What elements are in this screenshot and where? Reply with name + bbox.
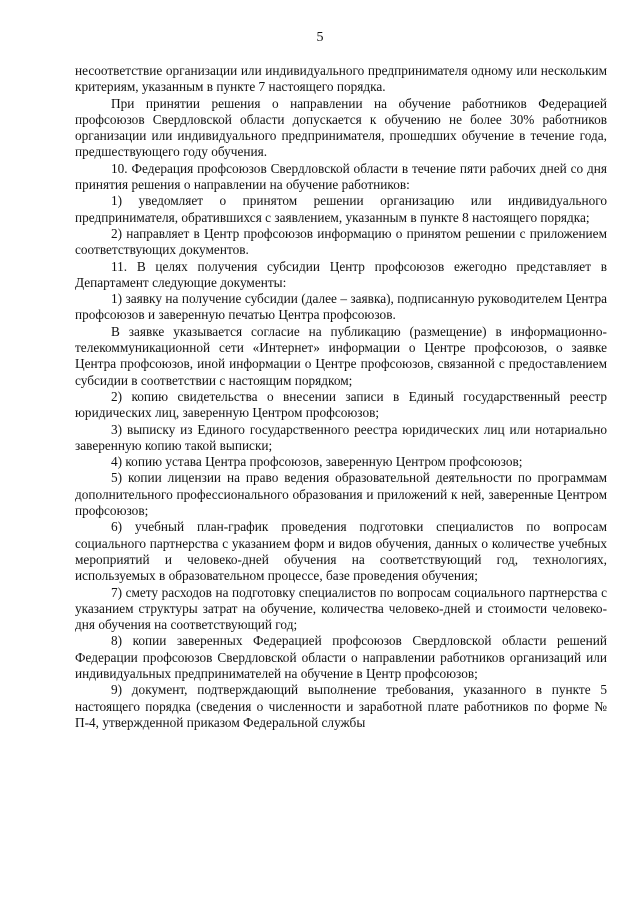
paragraph: В заявке указывается согласие на публикацию (размещение) в информационно-телекоммуникационной сети «Интернет» информации о Центре профсоюзов, о заявке Центра профсоюзов, иной информации о Центре профсоюзов, связанной с предоставлением субсидии в соответствии с настоящим порядком; (75, 323, 607, 388)
paragraph: 6) учебный план-график проведения подготовки специалистов по вопросам социального партнерства с указанием форм и видов обучения, данных о количестве учебных мероприятий и человеко-дней обучения на соответствующий год, технологиях, используемых в образовательном процессе, базе проведения обучения; (75, 519, 607, 584)
paragraph: 7) смету расходов на подготовку специалистов по вопросам социального партнерства с указанием структуры затрат на обучение, количества человеко-дней и стоимости человеко-дня обучения на соответствующий год; (75, 584, 607, 633)
paragraph: 4) копию устава Центра профсоюзов, заверенную Центром профсоюзов; (111, 454, 523, 470)
paragraph: 5) копии лицензии на право ведения образовательной деятельности по программам дополнительного профессионального образования и приложений к ней, заверенные Центром профсоюзов; (75, 470, 607, 519)
paragraph: 2) копию свидетельства о внесении записи в Единый государственный реестр юридических лиц, заверенную Центром профсоюзов; (75, 388, 607, 421)
paragraph: 8) копии заверенных Федерацией профсоюзов Свердловской области решений Федерации профсоюзов Свердловской области о направлении работников организаций или индивидуальных предпринимателей на обучение в Центр профсоюзов; (75, 633, 607, 681)
paragraph: 1) заявку на получение субсидии (далее – заявка), подписанную руководителем Центра профсоюзов и заверенную печатью Центра профсоюзов. (75, 291, 607, 323)
page-number: 5 (316, 30, 324, 45)
paragraph: 11. В целях получения субсидии Центр профсоюзов ежегодно представляет в Департамент следующие документы: (75, 258, 607, 290)
paragraph: 9) документ, подтверждающий выполнение требования, указанного в пункте 5 настоящего порядка (сведения о численности и заработной плате работников по форме № П-4, утвержденной приказом Федеральной службы (75, 682, 607, 730)
paragraph: 1) уведомляет о принятом решении организацию или индивидуального предпринимателя, обратившихся с заявлением, указанным в пункте 8 настоящего порядка; (75, 193, 607, 225)
paragraph: 10. Федерация профсоюзов Свердловской области в течение пяти рабочих дней со дня принятия решения о направлении на обучение работников: (75, 160, 607, 193)
paragraph: 2) направляет в Центр профсоюзов информацию о принятом решении с приложением соответствующих документов. (75, 225, 607, 258)
paragraph: При принятии решения о направлении на обучение работников Федерацией профсоюзов Свердловской области допускается к обучению не более 30% работников организации или индивидуального предпринимателя, прошедших обучение в течение года, предшествующего году обучения. (75, 95, 607, 160)
paragraph: 3) выписку из Единого государственного реестра юридических лиц или нотариально заверенную копию такой выписки; (75, 421, 607, 453)
document-body (75, 63, 607, 731)
paragraph: несоответствие организации или индивидуального предпринимателя одному или нескольким критериям, указанным в пункте 7 настоящего порядка. (75, 63, 607, 95)
